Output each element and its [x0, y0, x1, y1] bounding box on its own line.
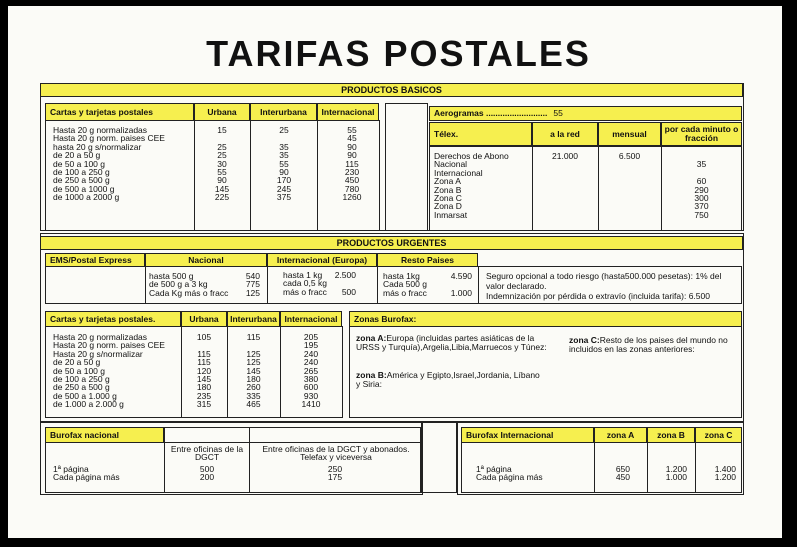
cartas-internacional-value: 90: [347, 150, 357, 161]
cartas-urbana-value: 55: [217, 167, 227, 178]
burofax-gap: [421, 422, 457, 493]
cartas-interurbana-value: 245: [276, 183, 292, 194]
bnac-header-col2: [249, 427, 421, 443]
telex-red-value: 21.000: [552, 151, 578, 161]
telex-mensual-value: 6.500: [618, 151, 641, 161]
cartas-header-internacional: Internacional: [317, 103, 379, 121]
cartas-internacional-value: 45: [347, 133, 357, 144]
ucartas-row-label: de 1.000 a 2.000 g: [53, 399, 124, 410]
ems-europa-label: cada 0,5 kg: [283, 278, 327, 289]
telex-minuto-value: 60: [696, 176, 707, 187]
telex-row-label: Zona D: [434, 201, 462, 212]
cartas-header-urbana: Urbana: [194, 103, 250, 121]
cartas-interurbana-value: 170: [276, 175, 292, 186]
bint-zona-a-value: 450: [615, 472, 630, 483]
bint-header-zona-b: zona B: [647, 427, 695, 443]
bint-zona-b-values: [647, 465, 687, 482]
cartas-urbana-value: 15: [217, 125, 227, 135]
cartas-urbana-value: 25: [217, 150, 227, 161]
bint-zona-b-value: 1.000: [665, 472, 687, 483]
telex-minuto-values: [661, 152, 742, 219]
ucartas-header-urbana: Urbana: [181, 311, 227, 327]
ucartas-row-label: de 20 a 50 g: [53, 357, 101, 368]
urgentes-title: PRODUCTOS URGENTES: [40, 236, 743, 250]
telex-row-label: Zona C: [434, 193, 462, 204]
ucartas-urbana-values: [181, 333, 227, 409]
ucartas-internacional-value: 1410: [301, 399, 321, 410]
ucartas-row-label: de 100 a 250 g: [53, 374, 110, 385]
ems-europa-value: 2.500: [334, 270, 356, 280]
bnac-header: Burofax nacional: [45, 427, 164, 443]
cartas-urbana-value: 145: [214, 183, 230, 194]
cartas-row-label: hasta 20 g s/normalizar: [53, 141, 142, 152]
cartas-internacional-value: 230: [344, 167, 360, 178]
telex-row-label: Zona A: [434, 176, 461, 187]
cartas-internacional-value: 450: [344, 175, 360, 186]
ucartas-row-label: Hasta 20 g norm. paises CEE: [53, 340, 165, 351]
cartas-row-label: de 250 a 500 g: [53, 175, 110, 186]
telex-mensual-values: [598, 152, 661, 219]
ems-resto-values: [438, 272, 472, 297]
cartas-row-label: de 100 a 250 g: [53, 167, 110, 178]
telex-red-values: [532, 152, 598, 219]
ems-resto-label: más o fracc: [383, 287, 427, 298]
bint-row-label: Cada página más: [476, 472, 543, 483]
ems-resto-value: 1.000: [450, 287, 472, 298]
telex-minuto-value: 370: [694, 201, 709, 212]
aerogramas-value: 55: [553, 108, 563, 118]
ems-nacional-value: 540: [245, 271, 260, 281]
ucartas-internacional-value: 240: [303, 348, 319, 359]
ems-nacional-values: [226, 272, 260, 297]
zona-b-text: [356, 371, 546, 389]
bint-zona-c-value: 1.400: [714, 464, 736, 474]
bnac-rows: [53, 465, 120, 482]
cartas-row-label: de 50 a 100 g: [53, 158, 105, 169]
ems-nacional-value: 775: [245, 279, 260, 290]
ems-seguro-text: Seguro opcional a todo riesgo (hasta500.000 pesetas): 1% del valor declarado.: [486, 271, 722, 291]
zona-c-desc: Resto de los paises del mundo no incluidos en las zonas anteriores:: [569, 335, 728, 355]
cartas-header-interurbana: Interurbana: [250, 103, 317, 121]
ucartas-header-interurbana: Interurbana: [227, 311, 280, 327]
ems-header-europa: Internacional (Europa): [267, 253, 377, 267]
telex-header-red: a la red: [532, 122, 598, 146]
telex-row-label: Inmarsat: [434, 209, 468, 220]
bint-zona-c-value: 1.200: [714, 472, 736, 483]
ucartas-interurbana-value: 145: [246, 365, 261, 376]
cartas-urbana-value: 25: [217, 141, 227, 152]
bint-header-zona-c: zona C: [695, 427, 742, 443]
bint-zona-b-value: 1.200: [665, 464, 687, 474]
bnac-abonados-value: 175: [327, 472, 343, 483]
ucartas-urbana-value: 115: [197, 348, 211, 359]
cartas-interurbana-value: 25: [279, 125, 289, 135]
ems-resto-label: hasta 1kg: [383, 271, 420, 281]
bint-rows: [476, 465, 543, 482]
ucartas-urbana-value: 115: [197, 357, 211, 368]
ucartas-internacional-value: 600: [303, 382, 319, 393]
cartas-interurbana-value: 375: [276, 192, 292, 203]
telex-row-label: Zona B: [434, 184, 462, 195]
ucartas-internacional-value: 240: [303, 357, 319, 368]
bint-zona-a-values: [594, 465, 630, 482]
cartas-row-label: de 1000 a 2000 g: [53, 192, 120, 203]
cartas-row-label: de 20 a 50 g: [53, 150, 101, 161]
ems-header-nacional: Nacional: [145, 253, 267, 267]
ems-europa-label: más o fracc: [283, 286, 327, 297]
bnac-oficinas-value: 500: [199, 464, 215, 474]
telex-minuto-value: 750: [694, 209, 709, 220]
ucartas-row-label: Hasta 20 g s/normalizar: [53, 348, 143, 359]
ucartas-internacional-value: 195: [303, 340, 319, 351]
telex-row-label: Nacional: [434, 159, 468, 170]
bnac-col2-label: Entre oficinas de la DGCT y abonados. Telefax y viceversa: [262, 444, 410, 463]
telex-header-minuto: por cada minuto o fracción: [661, 122, 742, 146]
bnac-oficinas-values: [164, 465, 250, 482]
ucartas-interurbana-value: 335: [246, 390, 261, 401]
ems-nacional-label: de 500 g a 3 kg: [149, 279, 208, 290]
ucartas-row-label: de 250 a 500 g: [53, 382, 110, 393]
cartas-interurbana-value: 35: [279, 141, 289, 152]
cartas-internacional-value: 1260: [342, 192, 362, 203]
ucartas-urbana-value: 235: [196, 390, 212, 401]
cartas-urbana-value: 30: [217, 158, 227, 169]
telex-row-label: Derechos de Abono: [434, 151, 509, 161]
telex-row-label: Internacional: [434, 167, 483, 178]
ems-nacional-label: Cada Kg más o fracc: [149, 287, 229, 298]
ems-nacional-label: hasta 500 g: [149, 271, 194, 281]
cartas-internacional-value: 55: [347, 125, 357, 135]
ems-body-label: [45, 266, 146, 304]
zona-b-desc: América y Egipto,Israel,Jordania, Líbano y Siria:: [356, 370, 540, 390]
cartas-interurbana-value: 55: [279, 158, 289, 169]
ems-resto-labels: [383, 272, 427, 297]
bint-zona-a-value: 650: [615, 464, 630, 474]
bnac-oficinas-value: 200: [199, 472, 215, 483]
zona-a-key: zona A:: [356, 333, 387, 343]
ucartas-urbana-value: 145: [196, 374, 212, 385]
ucartas-internacional-value: 265: [303, 365, 319, 376]
aerogramas-row: [429, 106, 742, 121]
zona-b-key: zona B:: [356, 370, 387, 380]
zona-a-desc: Europa (incluidas partes asiáticas de la URSS y Turquía),Argelia,Libia,Marruecos y Túnez:: [356, 333, 547, 353]
telex-mensual-value: [598, 211, 661, 219]
ucartas-row-label: de 50 a 100 g: [53, 365, 105, 376]
zona-c-text: [569, 336, 739, 354]
ems-europa-labels: [283, 271, 327, 296]
cartas-urbana-value: 225: [214, 192, 230, 203]
aerogramas-label: Aerogramas ..........................: [434, 108, 548, 118]
cartas-rows: [53, 126, 165, 202]
ucartas-rows: [53, 333, 165, 409]
cartas-urbana-values: [194, 126, 250, 202]
cartas-internacional-values: [317, 126, 387, 202]
ucartas-row-label: Hasta 20 g normalizadas: [53, 332, 148, 342]
ems-header-resto: Resto Paises: [377, 253, 478, 267]
telex-red-value: [532, 211, 598, 219]
telex-minuto-value: 300: [694, 193, 709, 204]
telex-rows: [434, 152, 509, 219]
bnac-header-col1: [164, 427, 250, 443]
telex-minuto-value: 290: [694, 184, 709, 195]
ucartas-internacional-values: [280, 333, 342, 409]
bnac-row-label: Cada página más: [53, 472, 120, 483]
ucartas-header-internacional: Internacional: [280, 311, 342, 327]
bnac-abonados-value: 250: [327, 464, 343, 474]
ems-resto-label: Cada 500 g: [383, 279, 427, 290]
ucartas-interurbana-value: 180: [246, 374, 261, 385]
cartas-interurbana-values: [250, 126, 318, 202]
cartas-row-label: Hasta 20 g normalizadas: [53, 125, 148, 135]
bint-row-label: 1ª página: [476, 464, 512, 474]
telex-header-mensual: mensual: [598, 122, 661, 146]
ucartas-internacional-value: 205: [303, 332, 319, 342]
ems-europa-values: [322, 271, 356, 296]
basicos-spacer: [385, 103, 428, 231]
zona-a-text: [356, 334, 556, 352]
zonas-header: Zonas Burofax:: [349, 311, 742, 327]
ucartas-interurbana-value: 125: [246, 357, 261, 368]
zona-c-key: zona C:: [569, 335, 600, 345]
cartas-header-label: Cartas y tarjetas postales: [45, 103, 194, 121]
cartas-internacional-value: 780: [344, 183, 360, 194]
telex-header-label: Télex.: [429, 122, 532, 146]
ucartas-interurbana-value: 465: [246, 399, 261, 410]
ems-europa-value: 500: [341, 286, 356, 297]
cartas-row-label: Hasta 20 g norm. paises CEE: [53, 133, 165, 144]
cartas-interurbana-value: 90: [279, 167, 289, 178]
cartas-urbana-value: 90: [217, 175, 227, 186]
ems-header-label: EMS/Postal Express: [45, 253, 145, 267]
ems-indemnizacion-text: Indemnización por pérdida o extravío (incluida tarifa): 6.500: [486, 291, 710, 301]
ucartas-urbana-value: 180: [196, 382, 212, 393]
basicos-title: PRODUCTOS BASICOS: [40, 83, 743, 97]
cartas-internacional-value: 90: [347, 141, 357, 152]
ucartas-interurbana-value: 260: [246, 382, 261, 393]
ems-nacional-value: 125: [245, 287, 260, 298]
bnac-row-label: 1ª página: [53, 464, 89, 474]
ucartas-header-label: Cartas y tarjetas postales.: [45, 311, 181, 327]
bint-header: Burofax Internacional: [461, 427, 594, 443]
bnac-col1-label: Entre oficinas de la DGCT: [170, 444, 244, 463]
page-title: TARIFAS POSTALES: [206, 33, 591, 74]
cartas-interurbana-value: 35: [279, 150, 289, 161]
ems-europa-label: hasta 1 kg: [283, 270, 323, 280]
ucartas-interurbana-value: 115: [246, 332, 261, 342]
ucartas-urbana-value: 315: [196, 399, 212, 410]
ucartas-internacional-value: 380: [303, 374, 319, 385]
cartas-internacional-value: 115: [345, 158, 359, 169]
telex-minuto-value: 35: [696, 159, 707, 170]
ucartas-row-label: de 500 a 1.000 g: [53, 390, 117, 401]
bnac-abonados-values: [249, 465, 421, 482]
ems-nacional-labels: [149, 272, 228, 297]
cartas-row-label: de 500 a 1000 g: [53, 183, 115, 194]
ucartas-interurbana-value: 125: [246, 348, 261, 359]
ucartas-interurbana-values: [227, 333, 280, 409]
bint-header-zona-a: zona A: [594, 427, 647, 443]
ems-resto-value: 4.590: [450, 271, 472, 281]
ucartas-urbana-value: 120: [196, 365, 212, 376]
ucartas-internacional-value: 930: [303, 390, 319, 401]
bint-zona-c-values: [695, 465, 736, 482]
ucartas-urbana-value: 105: [196, 332, 212, 342]
